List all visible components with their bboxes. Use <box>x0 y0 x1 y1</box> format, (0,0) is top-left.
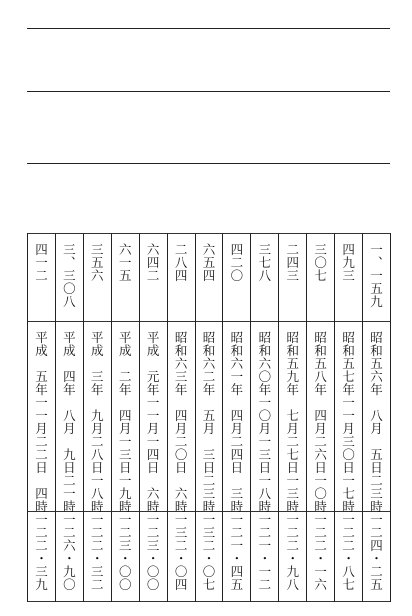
record-date: 昭和五八年 四月二六日一〇時 <box>312 331 328 513</box>
record-value: 一二二・三九 <box>33 513 49 591</box>
record-value-cell <box>111 513 139 597</box>
record-date-cell <box>222 331 250 511</box>
record-date: 昭和五七年一一月三〇日一七時 <box>340 331 356 513</box>
table-column <box>195 233 223 602</box>
record-value-cell <box>222 513 250 597</box>
record-number-cell <box>334 243 362 317</box>
record-number-cell <box>167 243 195 317</box>
record-date-cell <box>278 331 306 511</box>
table-column <box>167 233 195 602</box>
record-number: 二八四 <box>173 243 189 282</box>
table-column <box>222 233 250 602</box>
table-column-rule <box>390 233 391 602</box>
record-value-cell <box>306 513 334 597</box>
header-rule-3 <box>27 163 390 164</box>
record-number-cell <box>111 243 139 317</box>
record-date: 昭和五六年 八月 五日二三時 <box>368 331 384 513</box>
record-date-cell <box>55 331 83 511</box>
record-value: 一二一・四五 <box>228 513 244 591</box>
record-value-cell <box>139 513 167 597</box>
record-date: 平成 三年 九月二八日一八時 <box>89 331 105 513</box>
record-number-cell <box>27 243 55 317</box>
record-date: 昭和五九年 七月二七日一三時 <box>284 331 300 513</box>
record-number: 四一二 <box>33 243 49 282</box>
table-column <box>278 233 306 602</box>
record-number: 六五四 <box>200 243 216 282</box>
record-value-cell <box>55 513 83 597</box>
record-date-cell <box>167 331 195 511</box>
record-value: 一三二・〇四 <box>173 513 189 591</box>
record-number: 一、一五九 <box>368 243 384 308</box>
record-date-cell <box>250 331 278 511</box>
record-value: 一二二・九八 <box>284 513 300 591</box>
record-date: 平成 四年 八月 九日二一時 <box>61 331 77 513</box>
record-value-cell <box>195 513 223 597</box>
table-column <box>362 233 390 602</box>
record-date-cell <box>362 331 390 511</box>
record-date-cell <box>139 331 167 511</box>
record-value: 一二二・一六 <box>312 513 328 591</box>
record-date: 平成 五年一一月二二日 四時 <box>33 331 49 513</box>
record-date-cell <box>195 331 223 511</box>
table-column <box>55 233 83 602</box>
table-column <box>111 233 139 602</box>
header-rule-1 <box>27 28 390 29</box>
record-value: 一二三・〇〇 <box>145 513 161 591</box>
record-date: 平成 二年 四月一三日一九時 <box>117 331 133 513</box>
record-number-cell <box>278 243 306 317</box>
record-number: 六四二 <box>145 243 161 282</box>
record-number-cell <box>250 243 278 317</box>
record-date-cell <box>111 331 139 511</box>
header-rule-2 <box>27 91 390 92</box>
record-number: 六一五 <box>117 243 133 282</box>
record-value: 一二三・〇〇 <box>117 513 133 591</box>
record-value-cell <box>83 513 111 597</box>
record-value: 一三二・〇七 <box>200 513 216 591</box>
record-number-cell <box>55 243 83 317</box>
record-value-cell <box>334 513 362 597</box>
table-column <box>334 233 362 602</box>
record-number-cell <box>195 243 223 317</box>
table-column <box>250 233 278 602</box>
record-number: 三五六 <box>89 243 105 282</box>
record-number: 四二〇 <box>228 243 244 282</box>
record-value-cell <box>362 513 390 597</box>
record-number-cell <box>83 243 111 317</box>
record-value: 一二四・二五 <box>368 513 384 591</box>
record-number-cell <box>222 243 250 317</box>
record-number: 三、三〇八 <box>61 243 77 308</box>
record-value-cell <box>167 513 195 597</box>
table-column <box>83 233 111 602</box>
record-value: 一二六・九〇 <box>61 513 77 591</box>
record-number: 四九三 <box>340 243 356 282</box>
record-value-cell <box>250 513 278 597</box>
records-table <box>27 233 390 602</box>
record-number: 三七八 <box>256 243 272 282</box>
record-number-cell <box>139 243 167 317</box>
record-value-cell <box>278 513 306 597</box>
table-column <box>139 233 167 602</box>
record-date: 平成 元年一一月一四日 六時 <box>145 331 161 513</box>
record-number: 三〇七 <box>312 243 328 282</box>
record-number: 二四三 <box>284 243 300 282</box>
record-value: 一二二・三二 <box>89 513 105 591</box>
record-date: 昭和六三年 四月二〇日 六時 <box>173 331 189 513</box>
record-date-cell <box>306 331 334 511</box>
record-date: 昭和六一年 四月二四日 三時 <box>228 331 244 513</box>
record-date-cell <box>334 331 362 511</box>
table-column <box>306 233 334 602</box>
record-number-cell <box>306 243 334 317</box>
record-value: 一二一・一二 <box>256 513 272 591</box>
record-value-cell <box>27 513 55 597</box>
record-date: 昭和六〇年一〇月一三日一八時 <box>256 331 272 513</box>
record-date-cell <box>83 331 111 511</box>
record-value: 一二二・八七 <box>340 513 356 591</box>
record-date-cell <box>27 331 55 511</box>
table-column <box>27 233 55 602</box>
record-date: 昭和六二年 五月 三日二三時 <box>200 331 216 513</box>
record-number-cell <box>362 243 390 317</box>
